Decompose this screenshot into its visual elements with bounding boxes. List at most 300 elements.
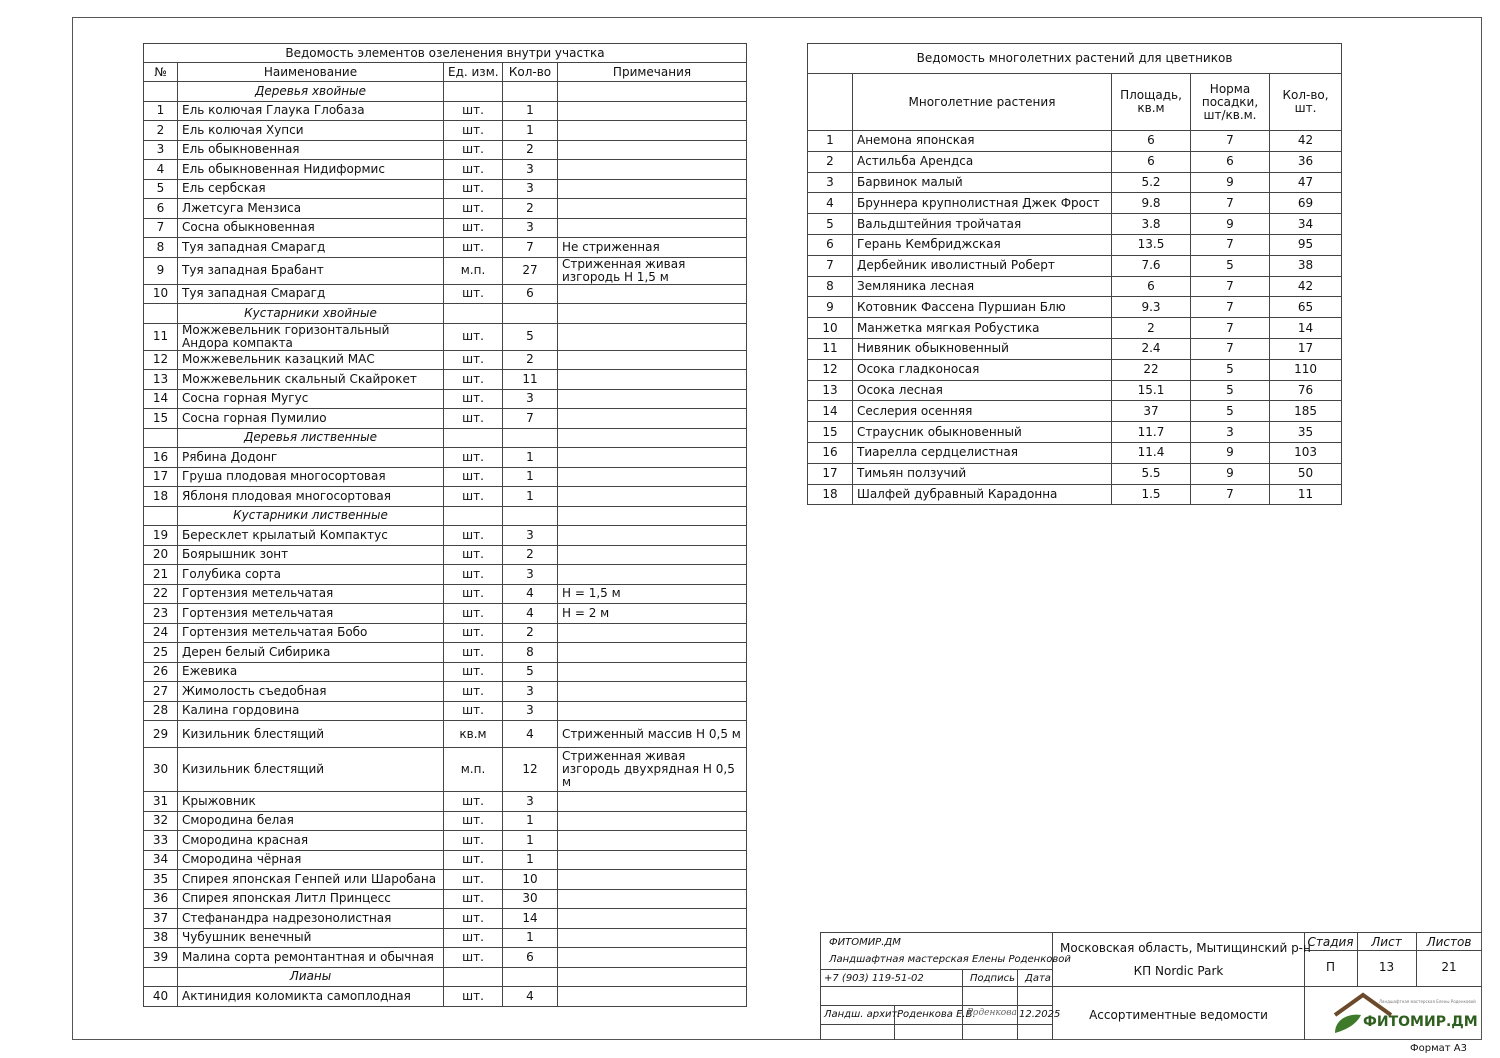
plant-name: Анемона японская [853, 131, 1112, 152]
plant-name: Жимолость съедобная [178, 682, 444, 702]
table-row [144, 218, 747, 238]
planting-norm: 9 [1191, 463, 1270, 484]
plant-name: Дерен белый Сибирика [178, 643, 444, 663]
area: 1.5 [1112, 484, 1191, 505]
row-number: 10 [144, 284, 178, 304]
section-title: Деревья лиственные [178, 428, 444, 448]
plant-name: Крыжовник [178, 792, 444, 812]
row-number: 3 [144, 140, 178, 160]
row-number: 4 [808, 193, 853, 214]
col-header-notes: Примечания [558, 63, 747, 82]
phone: +7 (903) 119-51-02 [824, 973, 924, 984]
col-header-number [808, 74, 853, 131]
note [558, 682, 747, 702]
note: Не стриженная [558, 238, 747, 258]
row-number: 2 [144, 121, 178, 141]
plant-name: Тиарелла сердцелистная [853, 442, 1112, 463]
note [558, 160, 747, 180]
table-row [144, 721, 747, 748]
note [558, 948, 747, 968]
table-row [144, 284, 747, 304]
plant-name: Кизильник блестящий [178, 721, 444, 748]
unit: шт. [444, 831, 503, 851]
row-number: 6 [808, 234, 853, 255]
row-number: 23 [144, 604, 178, 624]
quantity: 30 [503, 889, 558, 909]
note [558, 101, 747, 121]
unit: шт. [444, 323, 503, 350]
row-number: 7 [144, 218, 178, 238]
plant-name: Бруннера крупнолистная Джек Фрост [853, 193, 1112, 214]
row-number: 9 [144, 257, 178, 284]
unit: шт. [444, 179, 503, 199]
plant-name: Голубика сорта [178, 565, 444, 585]
note [558, 889, 747, 909]
quantity: 4 [503, 987, 558, 1007]
table-row [144, 987, 747, 1007]
quantity: 1 [503, 467, 558, 487]
note [558, 811, 747, 831]
area: 6 [1112, 276, 1191, 297]
unit: шт. [444, 218, 503, 238]
note [558, 928, 747, 948]
unit: шт. [444, 889, 503, 909]
table-row [144, 467, 747, 487]
plant-name: Стефанандра надрезонолистная [178, 909, 444, 929]
table-row [808, 463, 1342, 484]
note: Н = 2 м [558, 604, 747, 624]
logo-text: ФИТОМИР.ДМ [1363, 1014, 1478, 1030]
planting-norm: 5 [1191, 380, 1270, 401]
plant-name: Герань Кембриджская [853, 234, 1112, 255]
table-row [144, 409, 747, 429]
row-number: 28 [144, 701, 178, 721]
table-row [144, 140, 747, 160]
section-row [144, 304, 747, 324]
col-header-area: Площадь, кв.м [1112, 74, 1191, 131]
plant-name: Можжевельник скальный Скайрокет [178, 370, 444, 390]
note [558, 370, 747, 390]
plant-name: Ель обыкновенная [178, 140, 444, 160]
row-number: 11 [808, 338, 853, 359]
unit: шт. [444, 238, 503, 258]
unit: шт. [444, 870, 503, 890]
row-number: 10 [808, 318, 853, 339]
unit: шт. [444, 140, 503, 160]
signature: Роденкова [967, 1008, 1017, 1018]
row-number: 8 [808, 276, 853, 297]
table-row [144, 623, 747, 643]
row-number: 18 [144, 487, 178, 507]
quantity: 95 [1270, 234, 1342, 255]
quantity: 8 [503, 643, 558, 663]
company-name: ФИТОМИР.ДМ [829, 937, 901, 948]
note [558, 662, 747, 682]
greenery-schedule-title: Ведомость элементов озеленения внутри участка [144, 44, 747, 63]
plant-name: Туя западная Брабант [178, 257, 444, 284]
row-number: 34 [144, 850, 178, 870]
quantity: 3 [503, 179, 558, 199]
plant-name: Спирея японская Генпей или Шаробана [178, 870, 444, 890]
plant-name: Котовник Фассена Пуршиан Блю [853, 297, 1112, 318]
table-row [144, 850, 747, 870]
row-number: 38 [144, 928, 178, 948]
quantity: 47 [1270, 172, 1342, 193]
quantity: 42 [1270, 276, 1342, 297]
unit: шт. [444, 811, 503, 831]
plant-name: Боярышник зонт [178, 545, 444, 565]
plant-name: Можжевельник горизонтальный Андора компакта [178, 323, 444, 350]
unit: шт. [444, 928, 503, 948]
row-number: 20 [144, 545, 178, 565]
quantity: 5 [503, 323, 558, 350]
row-number: 12 [144, 350, 178, 370]
plant-name: Осока лесная [853, 380, 1112, 401]
plant-name: Астильба Арендса [853, 151, 1112, 172]
quantity: 14 [1270, 318, 1342, 339]
sheet-label: Лист [1371, 935, 1402, 949]
quantity: 17 [1270, 338, 1342, 359]
unit: шт. [444, 199, 503, 219]
quantity: 38 [1270, 255, 1342, 276]
area: 15.1 [1112, 380, 1191, 401]
plant-name: Ель колючая Глаука Глобаза [178, 101, 444, 121]
table-row [808, 193, 1342, 214]
plant-name: Ежевика [178, 662, 444, 682]
table-row [144, 701, 747, 721]
table-row [144, 101, 747, 121]
col-header-qty: Кол-во [503, 63, 558, 82]
quantity: 3 [503, 526, 558, 546]
plant-name: Гортензия метельчатая Бобо [178, 623, 444, 643]
logo-tagline: Ландшафтная мастерская Елены Роденковой [1379, 999, 1476, 1004]
format-label: Формат А3 [1410, 1043, 1467, 1054]
plant-name: Манжетка мягкая Робустика [853, 318, 1112, 339]
planting-norm: 7 [1191, 318, 1270, 339]
table-row [144, 948, 747, 968]
unit: кв.м [444, 721, 503, 748]
row-number: 4 [144, 160, 178, 180]
row-number: 37 [144, 909, 178, 929]
row-number: 3 [808, 172, 853, 193]
table-row [808, 131, 1342, 152]
row-number: 35 [144, 870, 178, 890]
table-row [144, 811, 747, 831]
table-row [144, 643, 747, 663]
area: 9.8 [1112, 193, 1191, 214]
note [558, 179, 747, 199]
table-row [808, 380, 1342, 401]
quantity: 76 [1270, 380, 1342, 401]
table-row [808, 172, 1342, 193]
plant-name: Рябина Додонг [178, 448, 444, 468]
sheets-label: Листов [1426, 935, 1472, 949]
table-row [144, 584, 747, 604]
table-row [144, 238, 747, 258]
area: 7.6 [1112, 255, 1191, 276]
unit: шт. [444, 948, 503, 968]
area: 2.4 [1112, 338, 1191, 359]
note [558, 121, 747, 141]
note [558, 284, 747, 304]
table-row [808, 401, 1342, 422]
section-row [144, 428, 747, 448]
quantity: 1 [503, 928, 558, 948]
quantity: 185 [1270, 401, 1342, 422]
row-number: 15 [808, 422, 853, 443]
plant-name: Шалфей дубравный Карадонна [853, 484, 1112, 505]
quantity: 110 [1270, 359, 1342, 380]
unit: шт. [444, 584, 503, 604]
table-row [808, 297, 1342, 318]
area: 6 [1112, 131, 1191, 152]
unit: шт. [444, 850, 503, 870]
unit: шт. [444, 389, 503, 409]
quantity: 1 [503, 850, 558, 870]
row-number: 29 [144, 721, 178, 748]
perennials-schedule-table [807, 43, 1342, 505]
table-row [144, 909, 747, 929]
col-header-perennials: Многолетние растения [853, 74, 1112, 131]
col-header-name: Наименование [178, 63, 444, 82]
plant-name: Яблоня плодовая многосортовая [178, 487, 444, 507]
unit: шт. [444, 409, 503, 429]
table-row [144, 870, 747, 890]
unit: шт. [444, 662, 503, 682]
plant-name: Сосна обыкновенная [178, 218, 444, 238]
unit: шт. [444, 604, 503, 624]
unit: шт. [444, 545, 503, 565]
planting-norm: 5 [1191, 359, 1270, 380]
plant-name: Смородина красная [178, 831, 444, 851]
plant-name: Можжевельник казацкий МАС [178, 350, 444, 370]
quantity: 103 [1270, 442, 1342, 463]
quantity: 4 [503, 721, 558, 748]
plant-name: Сосна горная Мугус [178, 389, 444, 409]
table-row [144, 662, 747, 682]
plant-name: Тимьян ползучий [853, 463, 1112, 484]
table-row [808, 318, 1342, 339]
section-title: Кустарники лиственные [178, 506, 444, 526]
note [558, 909, 747, 929]
table-row [144, 389, 747, 409]
row-number: 15 [144, 409, 178, 429]
col-header-number: № [144, 63, 178, 82]
quantity: 36 [1270, 151, 1342, 172]
row-number: 17 [808, 463, 853, 484]
planting-norm: 6 [1191, 151, 1270, 172]
plant-name: Дербейник иволистный Роберт [853, 255, 1112, 276]
quantity: 1 [503, 487, 558, 507]
date: 12.2025 [1019, 1009, 1061, 1020]
plant-name: Спирея японская Литл Принцесс [178, 889, 444, 909]
note [558, 467, 747, 487]
quantity: 4 [503, 584, 558, 604]
unit: шт. [444, 467, 503, 487]
quantity: 7 [503, 238, 558, 258]
unit: шт. [444, 987, 503, 1007]
sheets-total: 21 [1441, 960, 1457, 974]
row-number: 25 [144, 643, 178, 663]
quantity: 5 [503, 662, 558, 682]
row-number: 7 [808, 255, 853, 276]
plant-name: Вальдштейния тройчатая [853, 214, 1112, 235]
section-row [144, 82, 747, 102]
note [558, 140, 747, 160]
quantity: 11 [503, 370, 558, 390]
row-number: 1 [808, 131, 853, 152]
plant-name: Земляника лесная [853, 276, 1112, 297]
quantity: 3 [503, 565, 558, 585]
note: Стриженная живая изгородь Н 1,5 м [558, 257, 747, 284]
table-row [144, 545, 747, 565]
note [558, 870, 747, 890]
quantity: 3 [503, 682, 558, 702]
unit: шт. [444, 370, 503, 390]
note [558, 987, 747, 1007]
table-row [808, 338, 1342, 359]
plant-name: Актинидия коломикта самоплодная [178, 987, 444, 1007]
row-number: 5 [144, 179, 178, 199]
planting-norm: 5 [1191, 401, 1270, 422]
quantity: 3 [503, 218, 558, 238]
signature-label: Подпись [970, 973, 1015, 984]
unit: м.п. [444, 748, 503, 792]
table-row [144, 604, 747, 624]
quantity: 3 [503, 792, 558, 812]
studio-name: Ландшафтная мастерская Елены Роденковой [829, 954, 1071, 965]
unit: шт. [444, 682, 503, 702]
table-row [808, 234, 1342, 255]
quantity: 6 [503, 284, 558, 304]
plant-name: Калина гордовина [178, 701, 444, 721]
table-row [144, 928, 747, 948]
note [558, 850, 747, 870]
quantity: 10 [503, 870, 558, 890]
note [558, 526, 747, 546]
quantity: 1 [503, 101, 558, 121]
note [558, 545, 747, 565]
plant-name: Малина сорта ремонтантная и обычная [178, 948, 444, 968]
quantity: 6 [503, 948, 558, 968]
table-row [808, 484, 1342, 505]
person: Роденкова Е.В. [897, 1009, 976, 1020]
planting-norm: 7 [1191, 276, 1270, 297]
section-row [144, 506, 747, 526]
area: 22 [1112, 359, 1191, 380]
note [558, 409, 747, 429]
row-number: 12 [808, 359, 853, 380]
plant-name: Лжетсуга Мензиса [178, 199, 444, 219]
area: 11.7 [1112, 422, 1191, 443]
quantity: 2 [503, 199, 558, 219]
row-number: 39 [144, 948, 178, 968]
col-header-unit: Ед. изм. [444, 63, 503, 82]
table-row [144, 448, 747, 468]
section-title: Лианы [178, 967, 444, 987]
sheet-number: 13 [1378, 960, 1395, 974]
plant-name: Сосна горная Пумилио [178, 409, 444, 429]
table-row [144, 565, 747, 585]
row-number: 22 [144, 584, 178, 604]
row-number: 9 [808, 297, 853, 318]
table-row [144, 682, 747, 702]
location: Московская область, Мытищинский р-н [1060, 941, 1311, 955]
plant-name: Кизильник блестящий [178, 748, 444, 792]
row-number: 13 [144, 370, 178, 390]
plant-name: Туя западная Смарагд [178, 284, 444, 304]
row-number: 26 [144, 662, 178, 682]
unit: шт. [444, 121, 503, 141]
table-row [808, 214, 1342, 235]
area: 2 [1112, 318, 1191, 339]
quantity: 4 [503, 604, 558, 624]
quantity: 1 [503, 831, 558, 851]
row-number: 14 [144, 389, 178, 409]
unit: шт. [444, 448, 503, 468]
greenery-schedule-table [143, 43, 747, 1007]
quantity: 3 [503, 160, 558, 180]
col-header-planting-norm: Норма посадки, шт/кв.м. [1191, 74, 1270, 131]
planting-norm: 7 [1191, 297, 1270, 318]
table-row [144, 257, 747, 284]
unit: шт. [444, 101, 503, 121]
area: 6 [1112, 151, 1191, 172]
table-row [144, 370, 747, 390]
row-number: 31 [144, 792, 178, 812]
planting-norm: 9 [1191, 172, 1270, 193]
quantity: 2 [503, 545, 558, 565]
quantity: 3 [503, 701, 558, 721]
table-row [144, 323, 747, 350]
plant-name: Ель колючая Хупси [178, 121, 444, 141]
row-number: 18 [808, 484, 853, 505]
quantity: 1 [503, 121, 558, 141]
table-row [808, 442, 1342, 463]
quantity: 2 [503, 623, 558, 643]
table-row [144, 487, 747, 507]
table-row [808, 276, 1342, 297]
table-row [144, 831, 747, 851]
row-number: 2 [808, 151, 853, 172]
project-name: КП Nordic Park [1133, 964, 1224, 978]
planting-norm: 7 [1191, 234, 1270, 255]
note [558, 831, 747, 851]
quantity: 2 [503, 140, 558, 160]
row-number: 40 [144, 987, 178, 1007]
table-row [144, 350, 747, 370]
plant-name: Ель сербская [178, 179, 444, 199]
row-number: 17 [144, 467, 178, 487]
table-row [808, 422, 1342, 443]
stage-value: П [1325, 960, 1336, 974]
section-title: Деревья хвойные [178, 82, 444, 102]
unit: шт. [444, 909, 503, 929]
table-row [808, 151, 1342, 172]
table-row [808, 359, 1342, 380]
plant-name: Смородина чёрная [178, 850, 444, 870]
planting-norm: 9 [1191, 442, 1270, 463]
planting-norm: 7 [1191, 338, 1270, 359]
sheet-title: Ассортиментные ведомости [1089, 1008, 1268, 1022]
quantity: 65 [1270, 297, 1342, 318]
table-row [144, 121, 747, 141]
perennials-schedule-title: Ведомость многолетних растений для цветников [808, 44, 1342, 74]
unit: шт. [444, 792, 503, 812]
unit: шт. [444, 284, 503, 304]
table-row [144, 160, 747, 180]
row-number: 14 [808, 401, 853, 422]
